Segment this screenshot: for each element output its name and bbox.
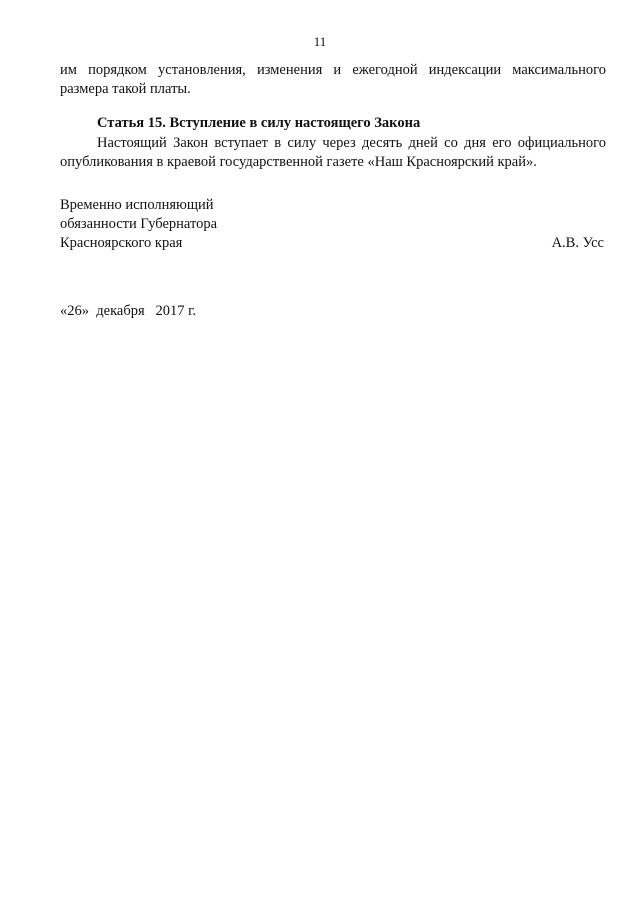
article-body-line-1: Настоящий Закон вступает в силу через десять дней со дня его официального — [97, 135, 606, 151]
continuation-paragraph — [60, 61, 606, 99]
signatory-position-line-1: Временно исполняющий — [60, 197, 214, 213]
continuation-line-2: размера такой платы. — [60, 81, 191, 97]
article-body-line-2: опубликования в краевой государственной газете «Наш Красноярский край». — [60, 154, 537, 170]
signatory-position-line-3: Красноярского края — [60, 235, 183, 251]
article-heading: Статья 15. Вступление в силу настоящего Закона — [97, 115, 421, 131]
signatory-name: А.В. Усс — [551, 235, 604, 251]
article-body — [60, 134, 606, 172]
page-number: 11 — [313, 34, 327, 49]
signing-date: «26» декабря 2017 г. — [60, 303, 197, 319]
signatory-position — [60, 196, 217, 253]
continuation-line-1: им порядком установления, изменения и ежегодной индексации максимального — [60, 62, 606, 78]
signatory-position-line-2: обязанности Губернатора — [60, 216, 218, 232]
